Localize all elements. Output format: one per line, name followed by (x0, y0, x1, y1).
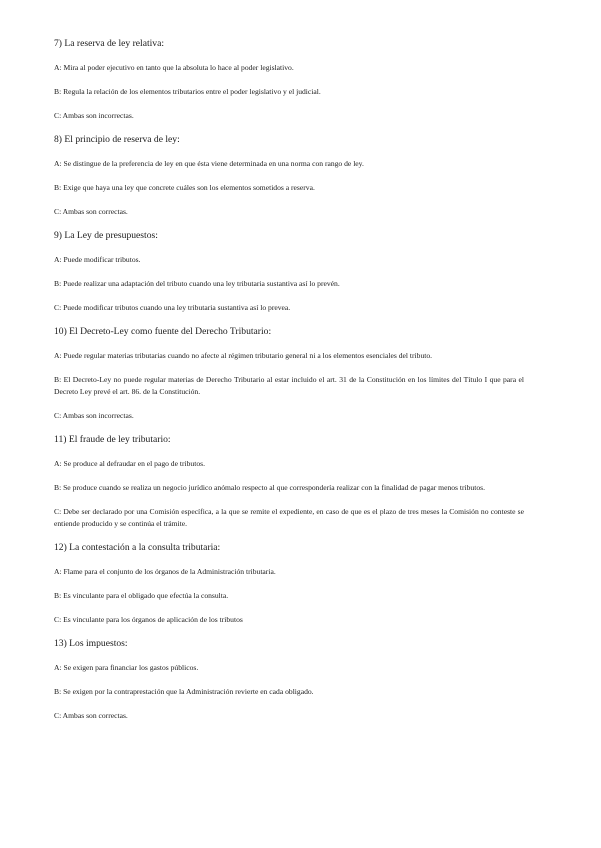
question-title: 8) El principio de reserva de ley: (54, 134, 180, 145)
option-a: A: Puede regular materias tributarias cuando no afecte al régimen tributario general ni a los elementos esenciales del tributo. (54, 351, 433, 360)
question-title: 10) El Decreto-Ley como fuente del Derecho Tributario: (54, 326, 272, 337)
question-title: 9) La Ley de presupuestos: (54, 230, 158, 241)
option-a: A: Se distingue de la preferencia de ley en que ésta viene determinada en una norma con rango de ley. (54, 159, 364, 168)
document-page (54, 38, 524, 734)
option-b: B: Es vinculante para el obligado que efectúa la consulta. (54, 591, 229, 600)
option-b: B: Se exigen por la contraprestación que la Administración revierte en cada obligado. (54, 687, 314, 696)
question-13 (54, 638, 524, 722)
question-10 (54, 326, 524, 422)
option-a: A: Se exigen para financiar los gastos públicos. (54, 663, 199, 672)
option-c: C: Es vinculante para los órganos de aplicación de los tributos (54, 615, 243, 624)
option-c: C: Ambas son incorrectas. (54, 111, 134, 120)
option-a: A: Puede modificar tributos. (54, 255, 141, 264)
option-a: A: Flame para el conjunto de los órganos de la Administración tributaria. (54, 567, 276, 576)
option-b: B: Regula la relación de los elementos tributarios entre el poder legislativo y el judicial. (54, 87, 321, 96)
option-b: B: Exige que haya una ley que concrete cuáles son los elementos sometidos a reserva. (54, 183, 315, 192)
question-11 (54, 434, 524, 530)
option-c: C: Ambas son correctas. (54, 207, 128, 216)
question-title: 12) La contestación a la consulta tributaria: (54, 542, 221, 553)
question-title: 7) La reserva de ley relativa: (54, 38, 165, 49)
option-c: C: Puede modificar tributos cuando una ley tributaria sustantiva así lo prevea. (54, 303, 291, 312)
option-a: A: Se produce al defraudar en el pago de tributos. (54, 459, 205, 468)
option-b: B: El Decreto-Ley no puede regular materias de Derecho Tributario al estar incluido el art. 31 de la Constitución en los límites del Título I que para el Decreto Ley prevé el art. 86. de la Constitución. (54, 375, 524, 396)
option-c: C: Ambas son correctas. (54, 711, 128, 720)
question-12 (54, 542, 524, 626)
question-9 (54, 230, 524, 314)
question-title: 11) El fraude de ley tributario: (54, 434, 171, 445)
option-b: B: Puede realizar una adaptación del tributo cuando una ley tributaria sustantiva así lo prevén. (54, 279, 340, 288)
option-c: C: Debe ser declarado por una Comisión específica, a la que se remite el expediente, en caso de que es el plazo de tres meses la Comisión no conteste se entiende producido y se continúa el trámite. (54, 507, 524, 528)
question-8 (54, 134, 524, 218)
question-title: 13) Los impuestos: (54, 638, 128, 649)
option-c: C: Ambas son incorrectas. (54, 411, 134, 420)
question-7 (54, 38, 524, 122)
option-a: A: Mira al poder ejecutivo en tanto que la absoluta lo hace al poder legislativo. (54, 63, 294, 72)
option-b: B: Se produce cuando se realiza un negocio jurídico anómalo respecto al que correspondería realizar con la finalidad de pagar menos tributos. (54, 483, 485, 492)
